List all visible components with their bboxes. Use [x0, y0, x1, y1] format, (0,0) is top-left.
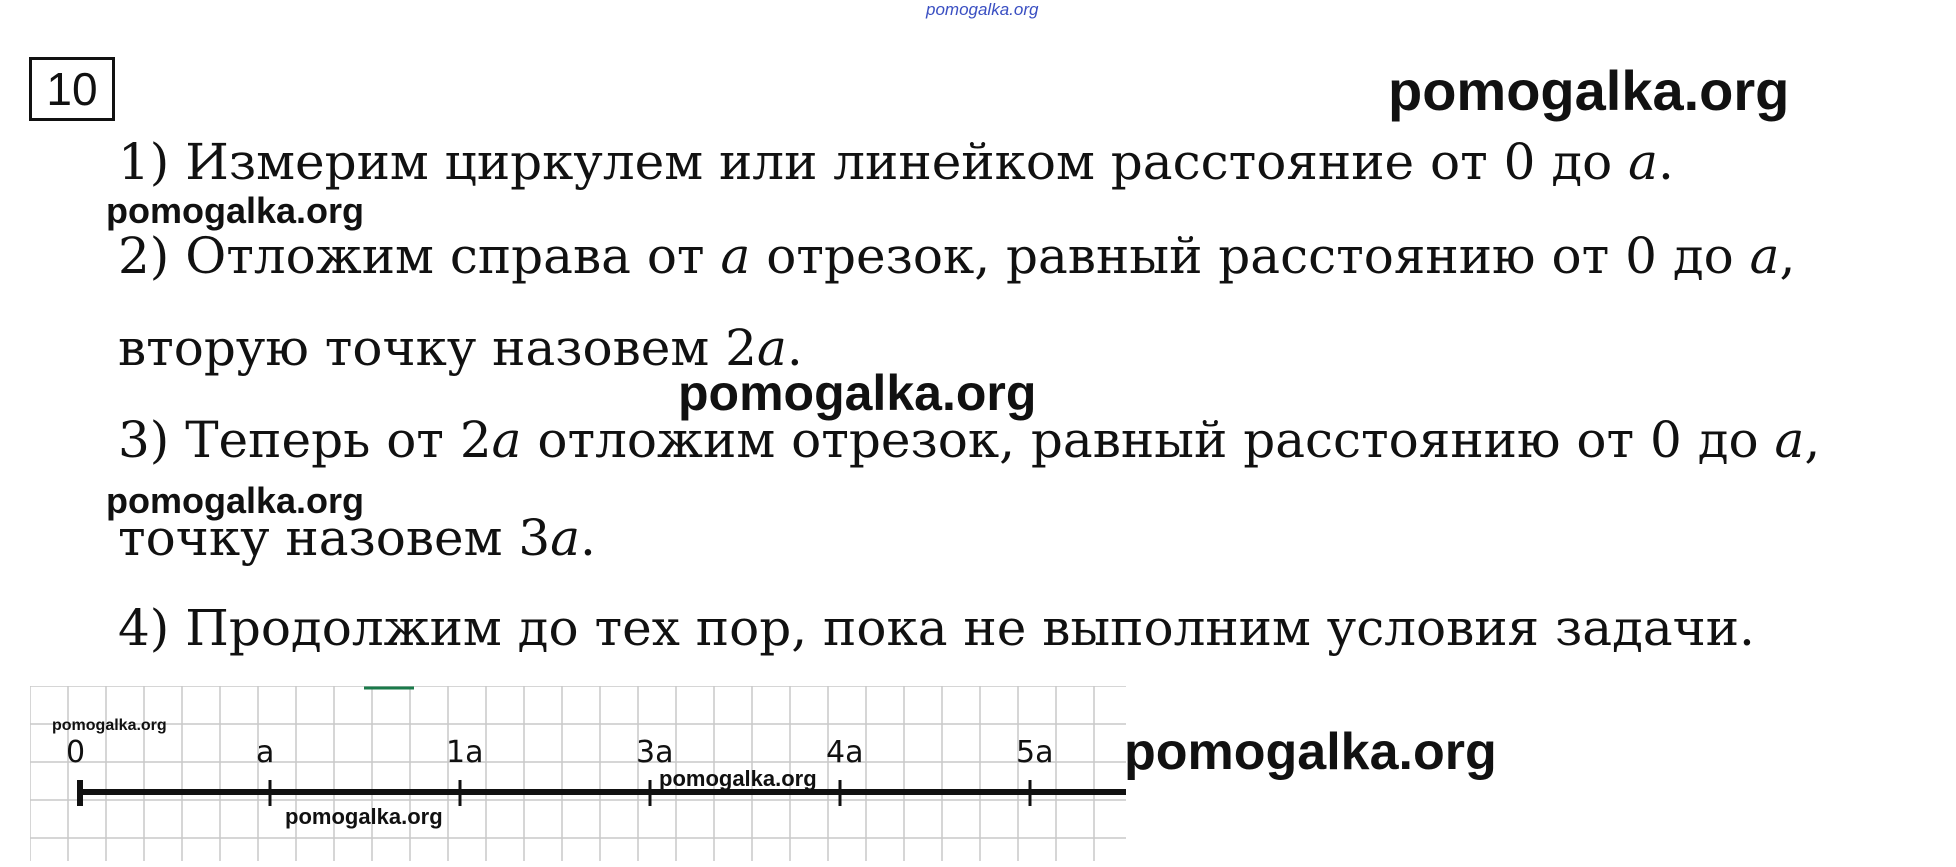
step-3-text-middle: отложим отрезок, равный расстоянию от 0 до — [521, 411, 1775, 469]
watermark-left-2: pomogalka.org — [106, 480, 365, 521]
variable-a: a — [491, 411, 522, 469]
step-2b-text: вторую точку назовем 2 — [118, 319, 757, 377]
step-1-suffix: . — [1657, 133, 1674, 191]
tick-label: 1a — [446, 735, 484, 770]
number-line-figure — [30, 686, 1130, 861]
variable-a: a — [720, 227, 751, 285]
watermark-header: pomogalka.org — [1388, 59, 1790, 122]
step-2b-suffix: . — [786, 319, 803, 377]
tick-label: 3a — [636, 735, 674, 770]
variable-a: a — [550, 509, 581, 567]
step-1-text: 1) Измерим циркулем или линейком расстояние от 0 до — [118, 133, 1629, 191]
variable-a: a — [757, 319, 787, 377]
watermark-figure-3: pomogalka.org — [285, 804, 443, 829]
grid-background — [30, 686, 1126, 861]
watermark-center: pomogalka.org — [678, 365, 1037, 421]
tick-label: 0 — [66, 735, 86, 770]
step-3b-text: точку назовем 3 — [118, 509, 551, 567]
step-3-continuation — [118, 508, 596, 568]
tick-label: 5a — [1016, 735, 1054, 770]
variable-a: a — [1628, 133, 1658, 191]
step-3-suffix: , — [1804, 411, 1821, 469]
tick-label: 4a — [826, 735, 864, 770]
top-watermark: pomogalka.org — [926, 0, 1039, 19]
watermark-left-1: pomogalka.org — [106, 190, 365, 231]
tick-label: a — [256, 735, 275, 770]
step-2-text-start: 2) Отложим справа от — [118, 227, 721, 285]
step-2 — [118, 226, 1795, 286]
number-line-labels — [66, 735, 1053, 770]
step-2-suffix: , — [1779, 227, 1796, 285]
variable-a: a — [1774, 411, 1805, 469]
step-1 — [118, 132, 1674, 192]
task-number-box: 10 — [29, 57, 115, 121]
watermark-right: pomogalka.org — [1124, 723, 1497, 781]
step-3b-suffix: . — [580, 509, 596, 567]
step-4: 4) Продолжим до тех пор, пока не выполним условия задачи. — [118, 599, 1755, 657]
variable-a: a — [1749, 227, 1780, 285]
step-3 — [118, 410, 1820, 470]
watermark-figure-2: pomogalka.org — [659, 766, 817, 791]
watermark-figure-1: pomogalka.org — [52, 717, 167, 734]
step-3-text-start: 3) Теперь от 2 — [118, 411, 492, 469]
step-2-text-middle: отрезок, равный расстоянию от 0 до — [750, 227, 1750, 285]
